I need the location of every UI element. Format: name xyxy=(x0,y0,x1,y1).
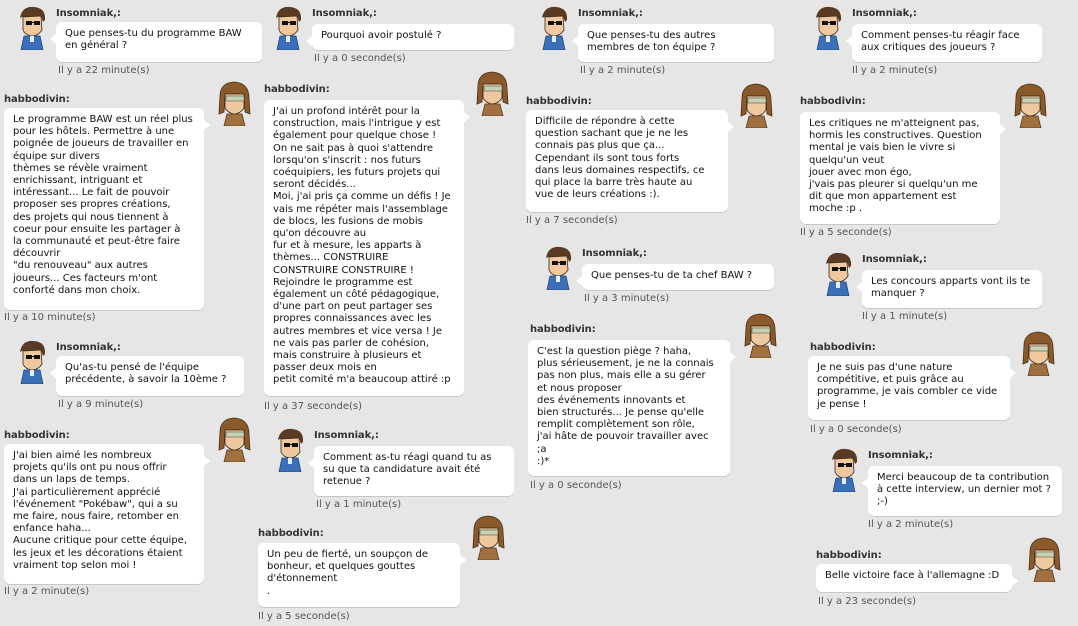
message-text: Comment as-tu réagi quand tu as su que ta candidature avait été retenue ? xyxy=(323,452,492,488)
timestamp: Il y a 0 seconde(s) xyxy=(530,480,622,491)
message-bubble xyxy=(4,444,204,584)
message-bubble xyxy=(526,110,728,212)
habbodivin-avatar[interactable] xyxy=(214,416,254,462)
timestamp: Il y a 7 seconde(s) xyxy=(526,215,618,226)
insomniak-avatar[interactable] xyxy=(824,446,864,492)
message-text: Belle victoire face à l'allemagne :D xyxy=(825,570,1000,581)
habbodivin-avatar[interactable] xyxy=(736,82,776,128)
message-text: Qu'as-tu pensé de l'équipe précédente, à savoir la 10ème ? xyxy=(65,362,227,386)
message-bubble xyxy=(258,543,460,607)
message-text: C'est la question piège ? haha, plus sérieusement, je ne la connais pas non plus, mais elle a su gérer et nous proposer des événements innovants et bien structurés... Je pense qu'elle remplit complètement son rôle, j'ai hâte de pouvoir travailler avec ;a :)* xyxy=(537,346,714,467)
message-text: Que penses-tu de ta chef BAW ? xyxy=(591,270,753,281)
timestamp: Il y a 37 seconde(s) xyxy=(264,401,363,412)
username[interactable]: Insomniak,: xyxy=(56,8,121,19)
message-text: Comment penses-tu réagir face aux critiques des joueurs ? xyxy=(861,30,1020,54)
message-bubble xyxy=(56,22,262,62)
message-text: Le programme BAW est un réel plus pour les hôtels. Permettre à une poignée de joueurs de travailler en équipe sur divers thèmes se révèle vraiment enrichissant, intriguant et intéressant... Le fait de pouvoir proposer ses propres créations, des projets qui nous tiennent à coeur pour ensuite les partager à la communauté et peut-être faire découvrir "du renouveau" aux autres joueurs... Ces facteurs m'ont conforté dans mon choix. xyxy=(13,114,193,296)
username[interactable]: habbodivin: xyxy=(4,94,70,105)
habbodivin-avatar[interactable] xyxy=(214,80,254,126)
timestamp: Il y a 2 minute(s) xyxy=(580,65,666,76)
timestamp: Il y a 3 minute(s) xyxy=(584,293,670,304)
habbodivin-avatar[interactable] xyxy=(1024,536,1064,582)
username[interactable]: Insomniak,: xyxy=(56,342,121,353)
username[interactable]: habbodivin: xyxy=(526,96,592,107)
insomniak-avatar[interactable] xyxy=(268,4,308,50)
username[interactable]: Insomniak,: xyxy=(312,8,377,19)
message-bubble xyxy=(56,356,244,396)
username[interactable]: Insomniak,: xyxy=(852,8,917,19)
message-bubble xyxy=(578,24,774,62)
habbodivin-avatar[interactable] xyxy=(1010,82,1050,128)
username[interactable]: Insomniak,: xyxy=(578,8,643,19)
timestamp: Il y a 0 seconde(s) xyxy=(810,424,902,435)
username[interactable]: habbodivin: xyxy=(264,84,330,95)
message-text: J'ai bien aimé les nombreux projets qu'ils ont pu nous offrir dans un laps de temps. J'ai particulièrement apprécié l'événement "Pokébaw", qui a su me faire, nous faire, retomber en enfance haha... Aucune critique pour cette équipe, les jeux et les décorations étaient vraiment top selon moi ! xyxy=(13,450,187,571)
timestamp: Il y a 23 seconde(s) xyxy=(818,596,917,607)
message-bubble xyxy=(264,100,464,396)
timestamp: Il y a 0 seconde(s) xyxy=(314,53,406,64)
habbodivin-avatar[interactable] xyxy=(1018,330,1058,376)
message-bubble xyxy=(800,112,1000,224)
message-text: J'ai un profond intérêt pour la construction, mais l'intrigue y est également pour quelque chose ! On ne sait pas à quoi s'attendre lorsqu'on s'inscrit : nos futurs coéquipiers, les futurs projets qui seront décidés... Moi, j'ai pris ça comme un défis ! Je vais me répéter mais l'assemblage de blocs, les fusions de mobis qu'on découvre au fur et à mesure, les apparts à thèmes... CONSTRUIRE CONSTRUIRE CONSTRUIRE ! Rejoindre le programme est également un côté pédagogique, d'une part on peut partager ses propres connaissances avec les autres membres et vice versa ! Je ne vais pas parler de cohésion, mais construire à plusieurs et passer deux mois en petit comité m'a beaucoup attiré :p xyxy=(273,106,451,386)
username[interactable]: Insomniak,: xyxy=(582,248,647,259)
insomniak-avatar[interactable] xyxy=(270,426,310,472)
insomniak-avatar[interactable] xyxy=(808,4,848,50)
message-text: Les critiques ne m'atteignent pas, hormis les constructives. Question mental je vais bien le vivre si quelqu'un veut jouer avec mon égo, j'vais pas pleurer si quelqu'un me dit que mon appartement est moche :p . xyxy=(809,118,982,215)
habbodivin-avatar[interactable] xyxy=(740,312,780,358)
timestamp: Il y a 5 seconde(s) xyxy=(800,227,892,238)
message-bubble xyxy=(808,356,1010,420)
insomniak-avatar[interactable] xyxy=(538,244,578,290)
message-bubble xyxy=(816,564,1012,592)
message-bubble xyxy=(312,24,514,50)
timestamp: Il y a 1 minute(s) xyxy=(316,499,402,510)
username[interactable]: habbodivin: xyxy=(810,342,876,353)
message-text: Les concours apparts vont ils te manquer ? xyxy=(871,276,1031,300)
username[interactable]: habbodivin: xyxy=(530,324,596,335)
message-text: Un peu de fierté, un soupçon de bonheur, et quelques gouttes d'étonnement . xyxy=(267,549,429,597)
timestamp: Il y a 22 minute(s) xyxy=(58,65,150,76)
timestamp: Il y a 2 minute(s) xyxy=(4,586,90,597)
message-text: Que penses-tu du programme BAW en général ? xyxy=(65,28,242,52)
timestamp: Il y a 9 minute(s) xyxy=(58,399,144,410)
message-bubble xyxy=(4,108,204,310)
message-bubble xyxy=(852,24,1042,62)
timestamp: Il y a 2 minute(s) xyxy=(852,65,938,76)
insomniak-avatar[interactable] xyxy=(12,338,52,384)
message-bubble xyxy=(528,340,730,476)
message-text: Que penses-tu des autres membres de ton équipe ? xyxy=(587,30,716,54)
message-bubble xyxy=(868,466,1062,516)
timestamp: Il y a 2 minute(s) xyxy=(868,519,954,530)
habbodivin-avatar[interactable] xyxy=(468,514,508,560)
timestamp: Il y a 5 seconde(s) xyxy=(258,611,350,622)
insomniak-avatar[interactable] xyxy=(12,4,52,50)
username[interactable]: habbodivin: xyxy=(816,550,882,561)
message-bubble xyxy=(314,446,514,496)
username[interactable]: Insomniak,: xyxy=(862,254,927,265)
timestamp: Il y a 10 minute(s) xyxy=(4,312,96,323)
message-text: Je ne suis pas d'une nature compétitive, et puis grâce au programme, je vais combler ce vide je pense ! xyxy=(817,362,998,410)
habbodivin-avatar[interactable] xyxy=(472,70,512,116)
username[interactable]: habbodivin: xyxy=(4,430,70,441)
insomniak-avatar[interactable] xyxy=(818,250,858,296)
username[interactable]: Insomniak,: xyxy=(868,450,933,461)
timestamp: Il y a 1 minute(s) xyxy=(862,311,948,322)
username[interactable]: habbodivin: xyxy=(258,528,324,539)
insomniak-avatar[interactable] xyxy=(534,4,574,50)
message-text: Pourquoi avoir postulé ? xyxy=(321,30,442,41)
message-text: Merci beaucoup de ta contribution à cette interview, un dernier mot ? ;-) xyxy=(877,472,1051,508)
message-bubble xyxy=(582,264,774,290)
message-bubble xyxy=(862,270,1042,308)
message-text: Difficile de répondre à cette question sachant que je ne les connais pas plus que ça... Cependant ils sont tous forts dans leus domaines respectifs, ce qui place la barre très haute au vue de leurs créations :). xyxy=(535,116,705,201)
username[interactable]: habbodivin: xyxy=(800,96,866,107)
username[interactable]: Insomniak,: xyxy=(314,430,379,441)
